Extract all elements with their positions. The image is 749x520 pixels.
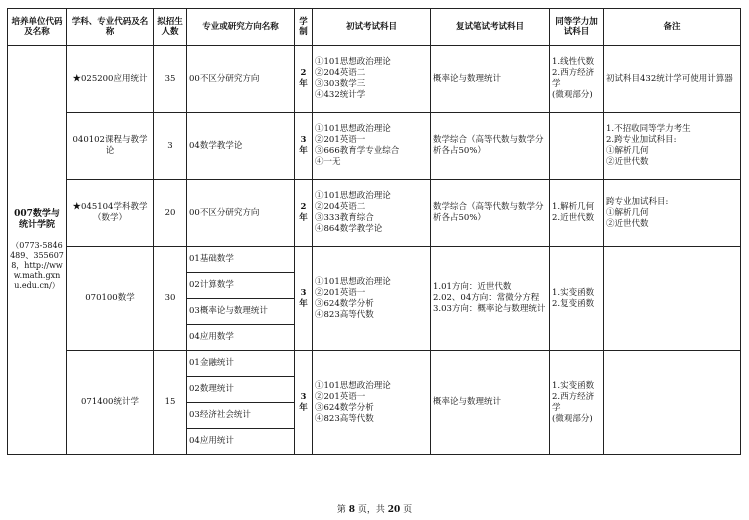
line-item: 03概率论与数理统计 (187, 299, 294, 325)
retest-exam-cell: 数学综合（高等代数与数学分析各占50%） (431, 180, 550, 247)
plan-cell: 20 (154, 180, 187, 247)
major-cell: ★045104学科教学（数学） (67, 180, 154, 247)
line-item: 1.线性代数 (552, 57, 595, 67)
note-cell (604, 247, 741, 351)
line-item: 01金融统计 (187, 351, 294, 377)
header-system: 学制 (295, 9, 313, 46)
line-item: 2.复变函数 (552, 298, 595, 309)
line-item: ④823高等代数 (315, 309, 374, 320)
table-row (8, 180, 741, 247)
system-cell: 3年 (295, 247, 313, 351)
equal-exam-cell (550, 46, 604, 113)
major-cell: 070100数学 (67, 247, 154, 351)
line-item: 2.西方经济学 (552, 68, 595, 89)
direction-cell (187, 46, 295, 113)
line-item: ①101思想政治理论 (315, 191, 391, 201)
line-item: 02数理统计 (187, 377, 294, 403)
initial-exam-cell (313, 46, 431, 113)
line-item: 2.西方经济学 (552, 391, 595, 413)
line-item: (微观部分) (552, 90, 593, 100)
plan-cell: 3 (154, 113, 187, 180)
line-item: ③624数学分析 (315, 298, 374, 309)
line-item: 04数学教学论 (189, 140, 243, 151)
line-item: 1.实变函数 (552, 380, 595, 391)
line-item: ②201英语一 (315, 287, 366, 298)
line-item: 00不区分研究方向 (189, 207, 260, 218)
line-item: ④432统计学 (315, 90, 366, 100)
retest-exam-cell: 数学综合（高等代数与数学分析各占50%） (431, 113, 550, 180)
line-item: ③624数学分析 (315, 402, 374, 413)
line-item: ①101思想政治理论 (315, 276, 391, 287)
line-item: 04应用数学 (189, 332, 234, 342)
line-item: ①101思想政治理论 (315, 380, 391, 391)
direction-cell (187, 351, 295, 455)
header-initial-exam: 初试考试科目 (313, 9, 431, 46)
plan-cell: 30 (154, 247, 187, 351)
system-cell: 2年 (295, 180, 313, 247)
table-row (8, 46, 741, 113)
table-row (8, 351, 741, 455)
line-item: 1.实变函数 (552, 287, 595, 298)
direction-cell (187, 180, 295, 247)
note-cell: 跨专业加试科目: ①解析几何 ②近世代数 (604, 180, 741, 247)
unit-cell (8, 46, 67, 455)
line-item: ②204英语二 (315, 68, 366, 78)
initial-exam-cell (313, 351, 431, 455)
equal-exam-cell (550, 247, 604, 351)
table-row (8, 113, 741, 180)
major-cell: 071400统计学 (67, 351, 154, 455)
line-item: 02计算数学 (187, 273, 294, 299)
retest-exam-cell: 概率论与数理统计 (431, 351, 550, 455)
line-item: ①101思想政治理论 (315, 124, 391, 134)
initial-exam-cell (313, 180, 431, 247)
header-retest-exam: 复试笔试考试科目 (431, 9, 550, 46)
line-item: ③303数学三 (315, 79, 366, 89)
system-cell: 3年 (295, 351, 313, 455)
header-unit: 培养单位代码及名称 (8, 9, 67, 46)
admissions-table (7, 8, 741, 455)
retest-exam-cell: 1.01方向：近世代数 2.02、04方向：常微分方程 3.03方向：概率论与数理统计 (431, 247, 550, 351)
footer-page-number: 8 (348, 505, 355, 515)
initial-exam-cell (313, 113, 431, 180)
line-item: ①101思想政治理论 (315, 57, 391, 67)
footer-prefix: 第 (336, 505, 349, 515)
table-row (8, 247, 741, 351)
direction-cell (187, 113, 295, 180)
initial-exam-cell (313, 247, 431, 351)
line-item: (微观部分) (552, 413, 593, 424)
equal-exam-cell (550, 351, 604, 455)
plan-cell: 15 (154, 351, 187, 455)
note-cell (604, 351, 741, 455)
direction-cell (187, 247, 295, 351)
equal-exam-cell (550, 180, 604, 247)
line-item: ②204英语二 (315, 202, 366, 212)
line-item: ②201英语一 (315, 135, 366, 145)
line-item: ③333教育综合 (315, 213, 374, 223)
line-item: 03经济社会统计 (187, 403, 294, 429)
line-item: ④864数学教学论 (315, 224, 383, 234)
line-item: 00不区分研究方向 (189, 73, 260, 84)
header-note: 备注 (604, 9, 741, 46)
system-cell: 2年 (295, 46, 313, 113)
header-major: 学科、专业代码及名称 (67, 9, 154, 46)
note-cell: 初试科目432统计学可使用计算器 (604, 46, 741, 113)
footer-total-pages: 20 (387, 505, 401, 515)
header-row (8, 9, 741, 46)
footer-suffix: 页 (400, 505, 413, 515)
header-equal-exam: 同等学力加试科目 (550, 9, 604, 46)
footer-middle: 页，共 (355, 505, 388, 515)
header-plan: 拟招生人数 (154, 9, 187, 46)
line-item: ③666教育学专业综合 (315, 146, 400, 156)
equal-exam-cell (550, 113, 604, 180)
retest-exam-cell: 概率论与数理统计 (431, 46, 550, 113)
note-cell: 1.不招收同等学力考生 2.跨专业加试科目: ①解析几何 ②近世代数 (604, 113, 741, 180)
page-footer (0, 502, 749, 515)
major-cell: ★025200应用统计 (67, 46, 154, 113)
line-item: 01基础数学 (187, 247, 294, 273)
line-item: 04应用统计 (189, 436, 234, 446)
line-item: 2.近世代数 (552, 213, 595, 223)
plan-cell: 35 (154, 46, 187, 113)
line-item: ④823高等代数 (315, 413, 374, 424)
header-direction: 专业或研究方向名称 (187, 9, 295, 46)
line-item: ②201英语一 (315, 391, 366, 402)
system-cell: 3年 (295, 113, 313, 180)
line-item: ④一无 (315, 157, 341, 167)
unit-name: 007数学与统计学院 (14, 209, 60, 230)
unit-contact: （0773-5846489、3556078，http://www.math.gxnu.edu.cn/） (10, 241, 64, 290)
major-cell: 040102课程与教学论 (67, 113, 154, 180)
line-item: 1.解析几何 (552, 202, 595, 212)
